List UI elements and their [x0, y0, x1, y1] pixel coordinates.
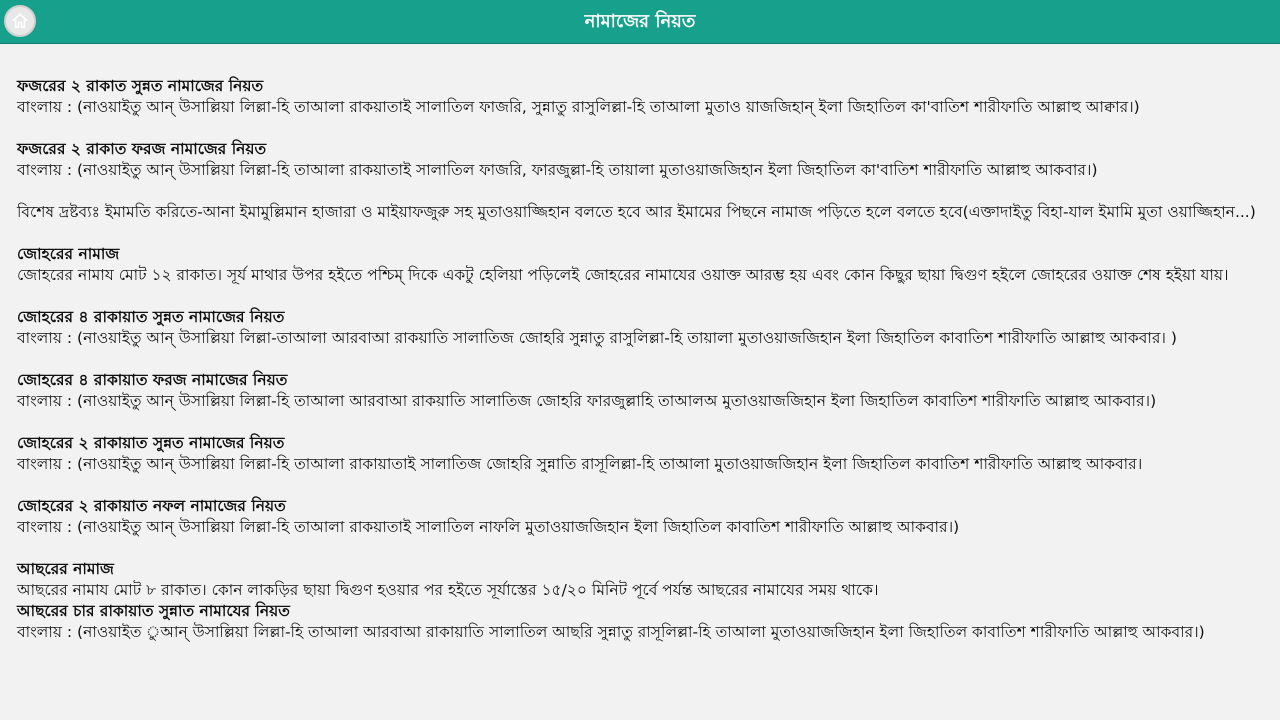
- section-heading: জোহরের ৪ রাকায়াত ফরজ নামাজের নিয়ত: [17, 371, 288, 389]
- section-heading: ফজরের ২ রাকাত সুন্নত নামাজের নিয়ত: [17, 77, 264, 95]
- fajr-sunnah-section: [17, 76, 1267, 118]
- section-heading: জোহরের ২ রাকায়াত নফল নামাজের নিয়ত: [17, 497, 286, 515]
- zuhr-2-nafl-section: [17, 496, 1267, 538]
- section-text: বাংলায় : (নাওয়াইতু আন্ উসাল্লিয়া লিল্লা-হি তাআলা আরবাআ রাকয়াতি সালাতিজ জোহরি ফারজুল্লাহি তাআলঅ মুতাওয়াজজিহান ইলা জিহাতিল কাবাতিশ শারীফাতি আল্লাহু আকবার।): [17, 392, 1157, 410]
- section-text: বাংলায় : (নাওয়াইতু আন্ উসাল্লিয়া লিল্লা-হি তাআলা রাকয়াতাই সালাতিল ফাজরি, ফারজুল্লা-হি তায়ালা মুতাওয়াজজিহান ইলা জিহাতিল কা'বাতিশ শারীফাতি আল্লাহু আকবার।): [17, 161, 1098, 179]
- section-heading: জোহরের ৪ রাকায়াত সুন্নত নামাজের নিয়ত: [17, 308, 285, 326]
- zuhr-4-fard-section: [17, 370, 1267, 412]
- zuhr-2-sunnah-section: [17, 433, 1267, 475]
- section-text: জোহরের নামায মোট ১২ রাকাত। সূর্য মাথার উপর হইতে পশ্চিম্ দিকে একটু হেলিয়া পড়িলেই জোহরের নামাযের ওয়াক্ত আরম্ভ হয় এবং কোন কিছুর ছায়া দ্বিগুণ হইলে জোহরের ওয়াক্ত শেষ হইয়া যায়।: [17, 266, 1229, 284]
- section-text: বাংলায় : (নাওয়াইতু আন্ উসাল্লিয়া লিল্লা-তাআলা আরবাআ রাকয়াতি সালাতিজ জোহরি সুন্নাতু রাসুলিল্লা-হি তায়ালা মুতাওয়াজজিহান ইলা জিহাতিল কাবাতিশ শারীফাতি আল্লাহু আকবার। ): [17, 329, 1177, 347]
- section-heading: আছরের নামাজ: [17, 560, 114, 578]
- section-text: বাংলায় : (নাওয়াইতু আন্ উসাল্লিয়া লিল্লা-হি তাআলা রাকয়াতাই সালাতিল নাফলি মুতাওয়াজজিহান ইলা জিহাতিল কাবাতিশ শারীফাতি আল্লাহু আকবার।): [17, 518, 960, 536]
- prayer-niyat-content: [17, 76, 1267, 664]
- zuhr-info-section: [17, 244, 1267, 286]
- fajr-fard-section: [17, 139, 1267, 181]
- page-title: নামাজের নিয়ত: [584, 11, 696, 32]
- section-heading: ফজরের ২ রাকাত ফরজ নামাজের নিয়ত: [17, 140, 267, 158]
- section-text: আছরের নামায মোট ৮ রাকাত। কোন লাকড়ির ছায়া দ্বিগুণ হওয়ার পর হইতে সূর্যাস্তের ১৫/২০ মিনিট পূর্বে পর্যন্ত আছরের নামাযের সময় থাকে।: [17, 581, 879, 599]
- section-text: বাংলায় : (নাওয়াইতু আন্ উসাল্লিয়া লিল্লা-হি তাআলা রাকয়াতাই সালাতিল ফাজরি, সুন্নাতু রাসুলিল্লা-হি তাআলা মুতাও য়াজজিহান্ ইলা জিহাতিল কা'বাতিশ শারীফাতি আল্লাহু আক্বার।): [17, 98, 1140, 116]
- asr-info-section: [17, 559, 1267, 601]
- section-heading: জোহরের নামাজ: [17, 245, 120, 263]
- section-heading: জোহরের ২ রাকায়াত সুন্নত নামাজের নিয়ত: [17, 434, 285, 452]
- section-text: বাংলায় : (নাওয়াইত ুআন্ উসাল্লিয়া লিল্লা-হি তাআলা আরবাআ রাকায়াতি সালাতিল আছরি সুন্নাতু রাসূলিল্লা-হি তাআলা মুতাওয়াজজিহান ইলা জিহাতিল কাবাতিশ শারীফাতি আল্লাহু আকবার।): [17, 623, 1205, 641]
- section-heading: আছরের চার রাকায়াত সুন্নাত নামাযের নিয়ত: [17, 602, 290, 620]
- section-text: বিশেষ দ্রষ্টব্যঃ ইমামতি করিতে-আনা ইমামুল্লিমান হাজারা ও মাইয়াফজুরু সহ মুতাওয়াজ্জিহান বলতে হবে আর ইমামের পিছনে নামাজ পড়িতে হলে বলতে হবে(এক্তাদাইতু বিহা-যাল ইমামি মুতা ওয়াজ্জিহান...): [17, 203, 1256, 221]
- special-note-section: [17, 202, 1267, 223]
- top-app-bar: [0, 0, 1280, 44]
- zuhr-4-sunnah-section: [17, 307, 1267, 349]
- asr-4-sunnah-section: [17, 601, 1267, 643]
- section-text: বাংলায় : (নাওয়াইতু আন্ উসাল্লিয়া লিল্লা-হি তাআলা রাকায়াতাই সালাতিজ জোহরি সুন্নাতি রাসূলিল্লা-হি তাআলা মুতাওয়াজজিহান ইলা জিহাতিল কাবাতিশ শারীফাতি আল্লাহু আকবার।: [17, 455, 1143, 473]
